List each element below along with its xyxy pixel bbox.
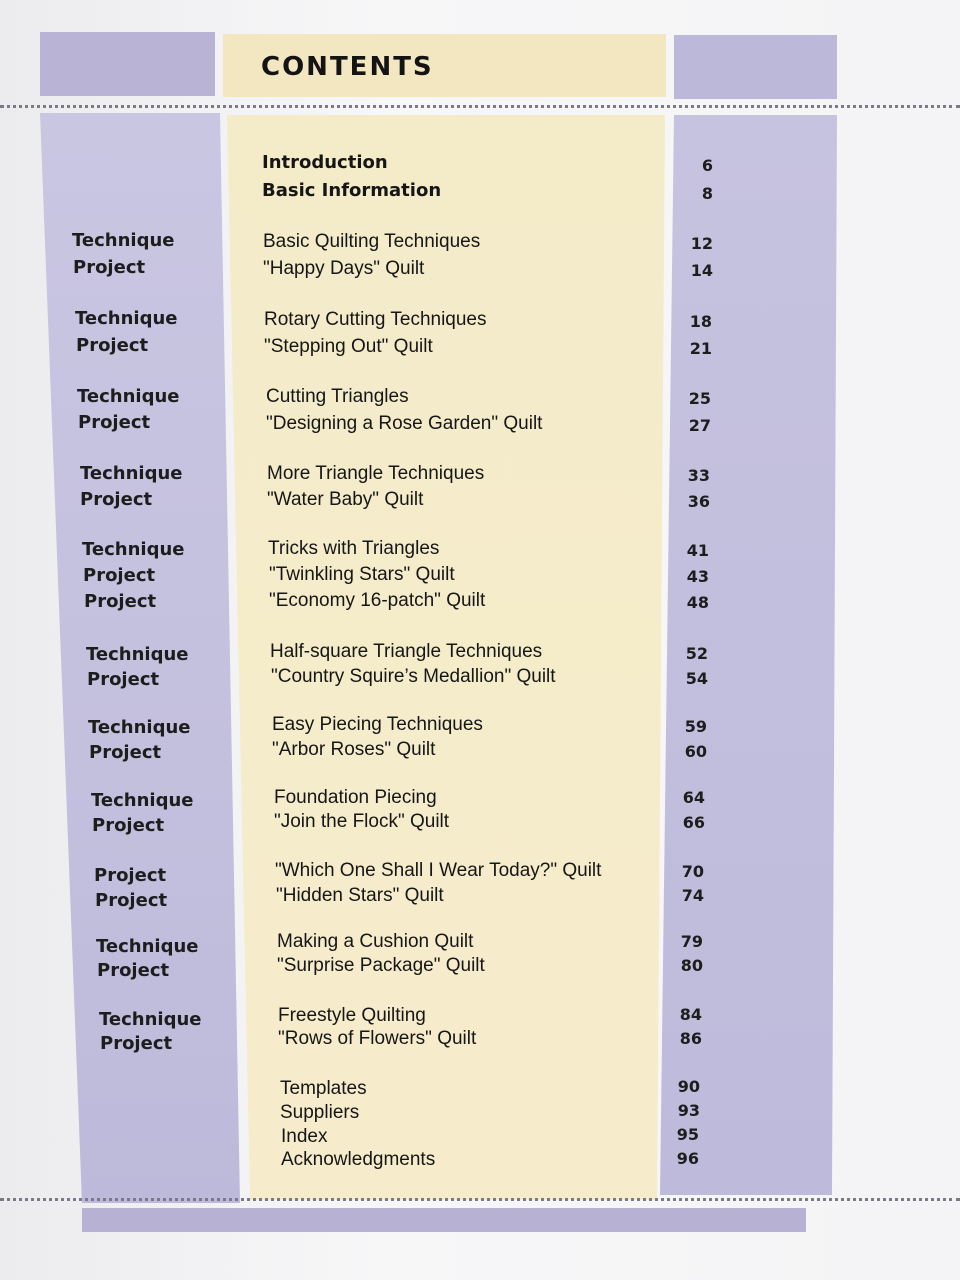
toc-entry-page: 8: [701, 184, 713, 203]
toc-entry-page: 80: [680, 956, 703, 975]
toc-entry-label: Project: [92, 815, 165, 836]
toc-entry-page: 6: [701, 156, 713, 175]
toc-entry-title[interactable]: "Rows of Flowers" Quilt: [278, 1028, 477, 1049]
toc-entry-title[interactable]: Foundation Piecing: [274, 787, 437, 808]
toc-entry-title[interactable]: Introduction: [262, 152, 388, 173]
toc-entry-page: 70: [681, 862, 704, 881]
toc-entry-title[interactable]: "Economy 16-patch" Quilt: [269, 590, 486, 611]
toc-entry-title[interactable]: Basic Quilting Techniques: [263, 231, 481, 252]
toc-entry-page: 52: [685, 644, 708, 663]
toc-entry-page: 86: [679, 1029, 702, 1048]
toc-entry-title[interactable]: Tricks with Triangles: [268, 538, 440, 559]
toc-entry-title[interactable]: "Twinkling Stars" Quilt: [269, 564, 455, 585]
toc-entry-label: Technique: [72, 230, 175, 251]
page-title: CONTENTS: [261, 52, 434, 82]
toc-entry-page: 33: [687, 466, 710, 485]
toc-entry-page: 12: [690, 234, 713, 253]
toc-entry-page: 48: [686, 593, 709, 612]
toc-entry-label: Project: [84, 591, 157, 612]
toc-entry-page: 60: [684, 742, 707, 761]
toc-entry-page: 84: [679, 1005, 702, 1024]
toc-entry-title[interactable]: Half-square Triangle Techniques: [270, 641, 543, 662]
toc-entry-label: Technique: [82, 539, 185, 560]
toc-entry-label: Technique: [86, 644, 189, 665]
toc-entry-page: 21: [689, 339, 712, 358]
toc-entry-page: 18: [689, 312, 712, 331]
toc-entry-label: Project: [83, 565, 156, 586]
toc-entry-page: 74: [681, 886, 704, 905]
toc-entry-label: Technique: [80, 463, 183, 484]
toc-entry-page: 79: [680, 932, 703, 951]
toc-entry-title[interactable]: "Which One Shall I Wear Today?" Quilt: [275, 860, 602, 881]
toc-entry-label: Technique: [96, 936, 199, 957]
top-left-band: [40, 32, 215, 96]
toc-entry-label: Project: [97, 960, 170, 981]
toc-entry-label: Project: [87, 669, 160, 690]
top-right-band: [674, 35, 837, 99]
toc-entry-label: Project: [76, 335, 149, 356]
toc-entry-label: Project: [80, 489, 153, 510]
bottom-band: [82, 1208, 806, 1232]
toc-entry-title[interactable]: "Arbor Roses" Quilt: [272, 739, 436, 760]
toc-entry-title[interactable]: "Country Squire’s Medallion" Quilt: [271, 666, 556, 687]
toc-entry-page: 25: [688, 389, 711, 408]
toc-entry-page: 14: [690, 261, 713, 280]
toc-entry-page: 93: [677, 1101, 700, 1120]
toc-entry-title[interactable]: Easy Piecing Techniques: [272, 714, 483, 735]
toc-entry-title[interactable]: "Join the Flock" Quilt: [274, 811, 450, 832]
toc-entry-label: Project: [78, 412, 151, 433]
dotted-rule-top: [0, 105, 960, 108]
toc-entry-page: 43: [686, 567, 709, 586]
toc-entry-label: Technique: [88, 717, 191, 738]
toc-entry-page: 96: [676, 1149, 699, 1168]
toc-entry-page: 54: [685, 669, 708, 688]
toc-entry-label: Project: [94, 865, 167, 886]
toc-entry-page: 41: [686, 541, 709, 560]
toc-entry-page: 95: [676, 1125, 699, 1144]
toc-entry-title[interactable]: Acknowledgments: [281, 1149, 436, 1170]
toc-entry-label: Technique: [91, 790, 194, 811]
toc-entry-title[interactable]: Suppliers: [280, 1102, 360, 1123]
toc-entry-title[interactable]: "Happy Days" Quilt: [263, 258, 425, 279]
toc-entry-title[interactable]: Rotary Cutting Techniques: [264, 309, 487, 330]
toc-entry-title[interactable]: "Surprise Package" Quilt: [277, 955, 485, 976]
toc-entry-title[interactable]: "Hidden Stars" Quilt: [276, 885, 444, 906]
toc-entry-page: 64: [682, 788, 705, 807]
toc-entry-label: Project: [95, 890, 168, 911]
toc-entry-page: 66: [682, 813, 705, 832]
toc-entry-page: 90: [677, 1077, 700, 1096]
toc-entry-title[interactable]: Freestyle Quilting: [278, 1005, 426, 1026]
toc-entry-title[interactable]: Index: [281, 1126, 328, 1147]
toc-entry-title[interactable]: More Triangle Techniques: [267, 463, 485, 484]
toc-entry-title[interactable]: Basic Information: [262, 180, 442, 201]
toc-entry-label: Technique: [75, 308, 178, 329]
toc-entry-title[interactable]: Templates: [280, 1078, 367, 1099]
toc-entry-title[interactable]: Making a Cushion Quilt: [277, 931, 474, 952]
toc-entry-page: 59: [684, 717, 707, 736]
toc-entry-label: Project: [89, 742, 162, 763]
dotted-rule-bottom: [0, 1198, 960, 1201]
toc-entry-label: Technique: [99, 1009, 202, 1030]
toc-entry-title[interactable]: Cutting Triangles: [266, 386, 409, 407]
toc-entry-page: 27: [688, 416, 711, 435]
toc-entry-title[interactable]: "Designing a Rose Garden" Quilt: [266, 413, 543, 434]
toc-entry-label: Technique: [77, 386, 180, 407]
toc-entry-title[interactable]: "Stepping Out" Quilt: [264, 336, 433, 357]
toc-entry-label: Project: [73, 257, 146, 278]
toc-entry-page: 36: [687, 492, 710, 511]
toc-entry-title[interactable]: "Water Baby" Quilt: [267, 489, 424, 510]
toc-entry-label: Project: [100, 1033, 173, 1054]
